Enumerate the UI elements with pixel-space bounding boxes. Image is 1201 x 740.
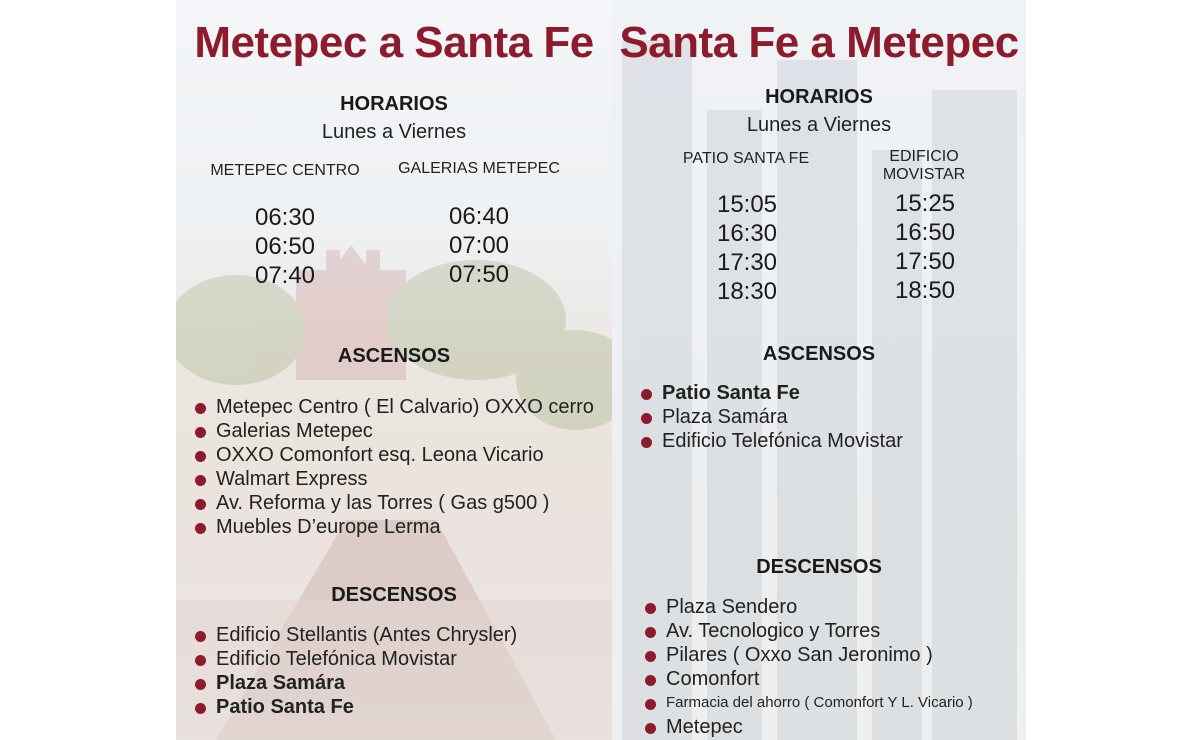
list-item: Muebles D’europe Lerma (192, 515, 594, 539)
schedule-times-galerias-metepec (420, 202, 538, 289)
list-item: Av. Reforma y las Torres ( Gas g500 ) (192, 491, 594, 515)
route-title: Metepec a Santa Fe (194, 18, 594, 67)
time-value: 07:00 (448, 232, 510, 259)
time-value: 15:05 (716, 191, 778, 218)
column-header-edificio-movistar: EDIFICIO MOVISTAR (882, 148, 966, 183)
time-value: 07:50 (448, 261, 510, 288)
list-item: Av. Tecnologico y Torres (642, 619, 973, 643)
ascensos-heading: ASCENSOS (762, 343, 876, 365)
time-value: 16:30 (716, 220, 778, 247)
time-value: 07:40 (254, 262, 316, 289)
days-label: Lunes a Viernes (321, 121, 467, 143)
time-value: 06:50 (254, 233, 316, 260)
list-item: Pilares ( Oxxo San Jeronimo ) (642, 643, 973, 667)
descensos-list (642, 595, 973, 739)
list-item: Galerias Metepec (192, 419, 594, 443)
list-item: Plaza Sendero (642, 595, 973, 619)
list-item: Farmacia del ahorro ( Comonfort Y L. Vicario ) (642, 691, 973, 715)
list-item: Patio Santa Fe (192, 695, 517, 719)
list-item: Metepec Centro ( El Calvario) OXXO cerro (192, 395, 594, 419)
list-item: Edificio Telefónica Movistar (638, 429, 903, 453)
list-item: Edificio Stellantis (Antes Chrysler) (192, 623, 517, 647)
list-item: Patio Santa Fe (638, 381, 903, 405)
time-value: 18:30 (716, 278, 778, 305)
ascensos-list (638, 381, 903, 453)
time-value: 16:50 (894, 219, 956, 246)
ascensos-heading: ASCENSOS (337, 345, 451, 367)
days-label: Lunes a Viernes (746, 114, 892, 136)
time-value: 17:30 (716, 249, 778, 276)
descensos-heading: DESCENSOS (756, 556, 882, 578)
list-item: Plaza Samára (638, 405, 903, 429)
column-header-galerias-metepec: GALERIAS METEPEC (398, 160, 560, 177)
list-item: Walmart Express (192, 467, 594, 491)
schedule-times-patio-santa-fe (688, 190, 806, 306)
time-value: 17:50 (894, 248, 956, 275)
time-value: 18:50 (894, 277, 956, 304)
descensos-list (192, 623, 517, 719)
descensos-heading: DESCENSOS (331, 584, 457, 606)
list-item: Comonfort (642, 667, 973, 691)
schedule-times-edificio-movistar (866, 189, 984, 305)
list-item: Metepec (642, 715, 973, 739)
panel-metepec-a-santa-fe (176, 0, 612, 740)
horarios-heading: HORARIOS (340, 93, 448, 115)
route-title: Santa Fe a Metepec (619, 18, 1019, 67)
panel-santa-fe-a-metepec (612, 0, 1026, 740)
schedule-times-metepec-centro (226, 203, 344, 290)
time-value: 15:25 (894, 190, 956, 217)
ascensos-list (192, 395, 594, 539)
column-header-patio-santa-fe: PATIO SANTA FE (682, 150, 810, 167)
list-item: OXXO Comonfort esq. Leona Vicario (192, 443, 594, 467)
list-item: Plaza Samára (192, 671, 517, 695)
list-item: Edificio Telefónica Movistar (192, 647, 517, 671)
horarios-heading: HORARIOS (765, 86, 873, 108)
column-header-metepec-centro: METEPEC CENTRO (210, 162, 360, 179)
time-value: 06:40 (448, 203, 510, 230)
time-value: 06:30 (254, 204, 316, 231)
